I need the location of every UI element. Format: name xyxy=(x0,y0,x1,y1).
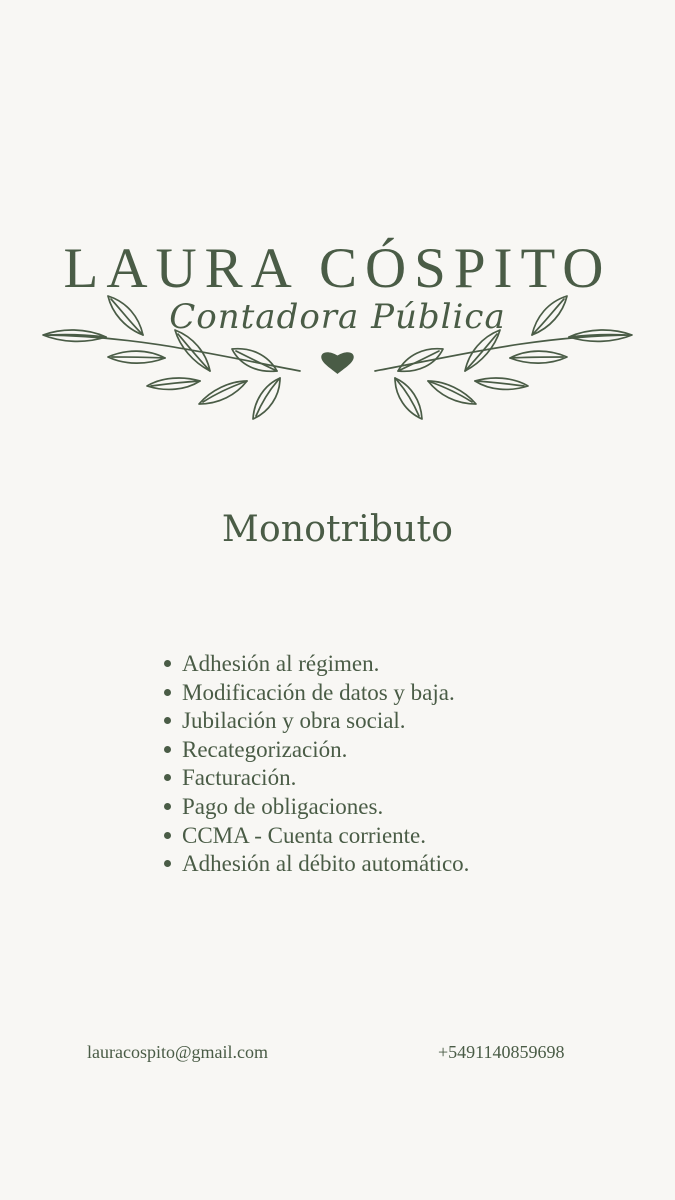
brand-subtitle: Contadora Pública xyxy=(169,297,506,337)
list-item xyxy=(158,650,628,679)
bullet-icon xyxy=(164,803,171,810)
bullet-icon xyxy=(164,832,171,839)
list-item xyxy=(158,736,628,765)
bullet-icon xyxy=(164,660,171,667)
section-title: Monotributo xyxy=(221,509,454,550)
bullet-icon xyxy=(164,860,171,867)
service-label: Facturación. xyxy=(182,765,297,791)
service-label: Adhesión al débito automático. xyxy=(182,851,470,877)
service-label: Recategorización. xyxy=(182,736,348,762)
list-item xyxy=(158,850,628,879)
list-item xyxy=(158,707,628,736)
services-list xyxy=(158,650,628,879)
heart-icon xyxy=(321,352,354,374)
contact-phone: +5491140859698 xyxy=(438,1042,565,1062)
bullet-icon xyxy=(164,746,171,753)
leaf-branch-left-icon xyxy=(44,335,300,371)
list-item xyxy=(158,679,628,708)
brand-name: LAURA CÓSPITO xyxy=(63,237,612,300)
service-label: Jubilación y obra social. xyxy=(182,708,406,734)
list-item xyxy=(158,793,628,822)
list-item xyxy=(158,764,628,793)
brand-logo xyxy=(0,236,675,426)
service-label: CCMA - Cuenta corriente. xyxy=(182,822,427,848)
leaf-branch-right-icon xyxy=(375,335,631,371)
bullet-icon xyxy=(164,717,171,724)
contact-email: lauracospito@gmail.com xyxy=(87,1042,269,1062)
bullet-icon xyxy=(164,774,171,781)
service-label: Modificación de datos y baja. xyxy=(182,679,455,705)
service-label: Pago de obligaciones. xyxy=(182,793,384,819)
service-label: Adhesión al régimen. xyxy=(182,651,380,676)
list-item xyxy=(158,822,628,851)
bullet-icon xyxy=(164,689,171,696)
